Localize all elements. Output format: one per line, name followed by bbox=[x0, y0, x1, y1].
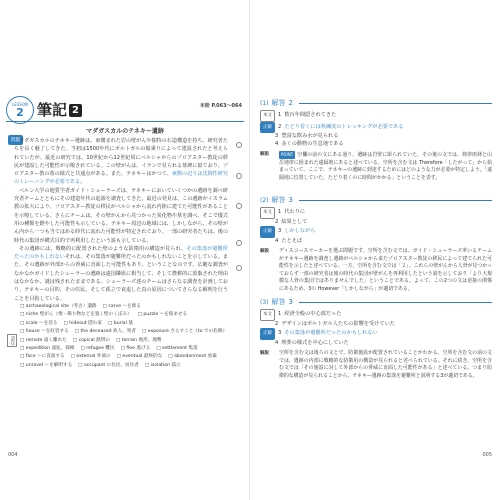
page-number-left: 004 bbox=[8, 452, 18, 458]
passage-tag-label: 問題 bbox=[8, 135, 23, 145]
option-item: 3 豊富な飲み水が見られる bbox=[275, 133, 339, 139]
answer-label: 解答 bbox=[271, 298, 286, 306]
option-item: 4 たとえば bbox=[275, 237, 303, 244]
answer-block-3 bbox=[260, 297, 492, 380]
answer-block-2 bbox=[260, 195, 492, 294]
explanation-label: 解説 bbox=[260, 152, 269, 157]
line-marker-icon bbox=[236, 203, 242, 209]
option-item: 2 デザインはポルトガル人たちの影響を受けていた bbox=[275, 320, 395, 327]
explanation: 解説 空所を含む文は後ろの文とで、防衛施設が配置されていることがわかる。空所を含む文の前の文では、遺跡の内部に戦略的な防衛用の構造が見られると述べられている。それに続き、空所を含む文では「その施設に対して外部からの脅威に直面した可能性がある」と述べている。つまり防衛的な構造が見られることから、テネキー遺跡の集落を避難所と説明する3が適切である。 bbox=[260, 350, 492, 379]
page-number-right: 005 bbox=[482, 452, 492, 458]
answer-header bbox=[260, 195, 492, 205]
lesson-caption: LESSON bbox=[12, 101, 28, 107]
option-item: 2 結果として bbox=[275, 218, 308, 225]
answer-label: 解答 bbox=[271, 196, 286, 204]
line-marker-icon bbox=[236, 173, 242, 179]
option-item-correct: 正解 2 たどり着くには熟練度のトレッキングが必要である bbox=[260, 122, 492, 134]
option-item: 本文 1 数百年間隠されてきた bbox=[260, 110, 492, 122]
answer-rule bbox=[299, 200, 492, 201]
vocab-row: □ scale ～を登る □ hideout 隠れ家 □ burial 墓 bbox=[20, 320, 133, 326]
answer-block-1 bbox=[260, 98, 492, 182]
answer-rule bbox=[299, 302, 492, 303]
vocab-row: □ niche 壁がん（像・飾り物などを置く壁のくぼみ） □ puzzle ～を悩ませる bbox=[20, 312, 188, 318]
answer-number: 3 bbox=[288, 298, 293, 306]
answer-number: 2 bbox=[288, 99, 293, 107]
line-marker-icon bbox=[236, 265, 242, 271]
lesson-number: 2 bbox=[16, 105, 24, 119]
answer-header bbox=[260, 98, 492, 108]
header-rule bbox=[6, 121, 244, 122]
option-list bbox=[260, 207, 492, 245]
explanation: 解説 POINT 空欄の前の文にある通り、遺跡は岩壁に彫られていた。その後の文では、熱帯雨林と山岳地帯に囲まれた遠隔地にあると述べている。空所を含む文は Therefore「したがって」から始まっていて、ここで、テネキーの遺跡に到達するためにはどのような力が必要か特定しよう。「遠隔地に位置していた、たどり着くのに時間がかかる」ということを表す。 bbox=[260, 152, 492, 181]
vocab-row: □ archaeological site（考古）遺跡 □ carve ～を彫る bbox=[20, 304, 141, 309]
answer-number: 3 bbox=[288, 196, 293, 204]
section-number: 2 bbox=[69, 104, 82, 117]
section-title-text: 筆記 bbox=[37, 101, 68, 119]
vocab-list bbox=[20, 303, 240, 370]
option-item: 本文 1 代わりに bbox=[260, 207, 492, 219]
option-item: 本文 1 経済全般の中心部だった bbox=[260, 309, 492, 321]
option-item: 4 埋葬の様式を中心にしていた bbox=[275, 339, 349, 346]
highlight-blank-1: 東側の辺りは沈降性研究のトレーニングが必要である bbox=[14, 171, 228, 186]
answer-rule bbox=[299, 103, 492, 104]
passage-paragraph: ペルン大学の地質学者ガイド・シューラーズは、テネキーにおいていくつかの遺跡を調べ研究者チームとともにその建造年代の起源を調査してきた。最近の発見は、この遺跡がイスラム教の拡大により、ゾロアスター教徒の移民がペルシャから流れ内陸に建てた可能性があることを示唆している。さらにチームは、その壁がんから見つかった炭化物や墓を調べ、そこで儀式用の種類を燃やした可能性も示している。テネキー周辺の地域には、しかしながら、その壁がん内から一つも当てはめる時代に流れた可能性が特定されており、一部の研究者たちは、後の時代の集団が構式目的で再利用したという説も示している。 bbox=[14, 187, 228, 244]
highlight-blank-3: その集落が避難所だったのかもしれない bbox=[14, 245, 228, 261]
vocab-row: □ unravel ～を解明する □ occupant の住民、居住者 □ isolation 孤立 bbox=[20, 362, 181, 368]
option-item: 4 多くの動物の生息地である bbox=[275, 140, 344, 147]
question-number: (2) bbox=[260, 196, 269, 204]
question-number: (1) bbox=[260, 99, 269, 107]
explanation: 解説 ディスコースマーカーを選ぶ問題です。空所を含む文では、ガイド・シューラーズ率いるチームがテネキー遺跡を調査し遺跡がペルシャから来たゾロアスター教徒の移民によって建てられた可能性を示したと述べている。一方、空所を含む文では「２」。これらの壁がんから人骨が見つかっておらず一部の研究者は後の時代の集団が壁がんを再利用したという説を示しており「より大規模な人骨の集団ではありませんでした」ということである。よって、この2つの文は逆接の関係にあるため、3の However「しかしながら」が適切である。 bbox=[260, 248, 492, 292]
option-item-correct: 正解 3 しかしながら bbox=[260, 226, 492, 238]
explanation-label: 解説 bbox=[260, 351, 269, 356]
page-reference: 本冊 P.063～064 bbox=[199, 103, 242, 109]
vocab-label: 語注 bbox=[7, 334, 17, 347]
passage-title: マダガスカルのテネキー遺跡 bbox=[86, 128, 164, 135]
explanation-label: 解説 bbox=[260, 249, 269, 254]
line-marker-icon bbox=[236, 240, 242, 246]
answer-header bbox=[260, 297, 492, 307]
question-number: (3) bbox=[260, 298, 269, 306]
vocab-row: □ expedition 遠征、探検 □ refugee 難民 □ flee 逃げる □ settlement 集落 bbox=[20, 346, 198, 352]
option-list bbox=[260, 110, 492, 148]
passage-paragraph: その遺跡には、戦略的に配置された壁のような防衛用の構造が見られ、その集落が避難所だったのかもしれないそれは、その集落が避難所だったのかもしれないことを示している。また、その遺跡が外部からの脅威に直面した可能性もあり、ということなのです。広範な調査がなかなかガイドしたシューラーの遺跡は遠国隣組に相当して、そして農耕的に放棄された理由はなかなか、謎は残されたままである。シューラーズ達のチームはさらなる調査を計画しており、テネキーの目的、その住民、そして孤立で衰退した真の原因についてさらなる解明を行うことを目指している。 bbox=[14, 245, 228, 302]
passage-body bbox=[14, 137, 228, 303]
vocab-row: □ remote 遠く離れた □ copical 熱帯の □ terrain 地形、地勢 bbox=[20, 337, 162, 343]
vocab-row: □ face ～に直面する □ external 外部の □ eventual 最終的な □ abandonment 放棄 bbox=[20, 354, 217, 360]
passage-paragraph: マダガスカルのテネキー遺跡は、東側まれた岩の壁がんや独特の石造構造を持ち、研究者たちを長く魅了してきた。当初は1500年代にポルトガルの船乗りによって建設されたと考えられていたが、最近の研究では、10世紀から12世紀頃にペルシャからのゾロアスター教徒の移民が建設した可能性が示唆されている。この壁がんは、イランで見られる墓碑に似ており、ゾロアスター教の墓の様式と共通点がある。また、テネキーはかつて、東側の辺りは沈降性研究のトレーニングが必要である。 bbox=[14, 138, 228, 186]
option-item-correct: 正解 3 その集落が避難所だったのかもしれない bbox=[260, 328, 492, 340]
right-page bbox=[250, 0, 500, 500]
section-title bbox=[37, 99, 82, 120]
option-list bbox=[260, 309, 492, 347]
answer-label: 解答 bbox=[271, 99, 286, 107]
line-marker-icon bbox=[236, 142, 242, 148]
vocab-row: □ house ～を収容する □ the deceased 故人、死者 □ exposure さらすこと《to での危険》 bbox=[20, 329, 227, 335]
point-badge: POINT bbox=[281, 152, 294, 157]
lesson-badge bbox=[6, 96, 34, 124]
